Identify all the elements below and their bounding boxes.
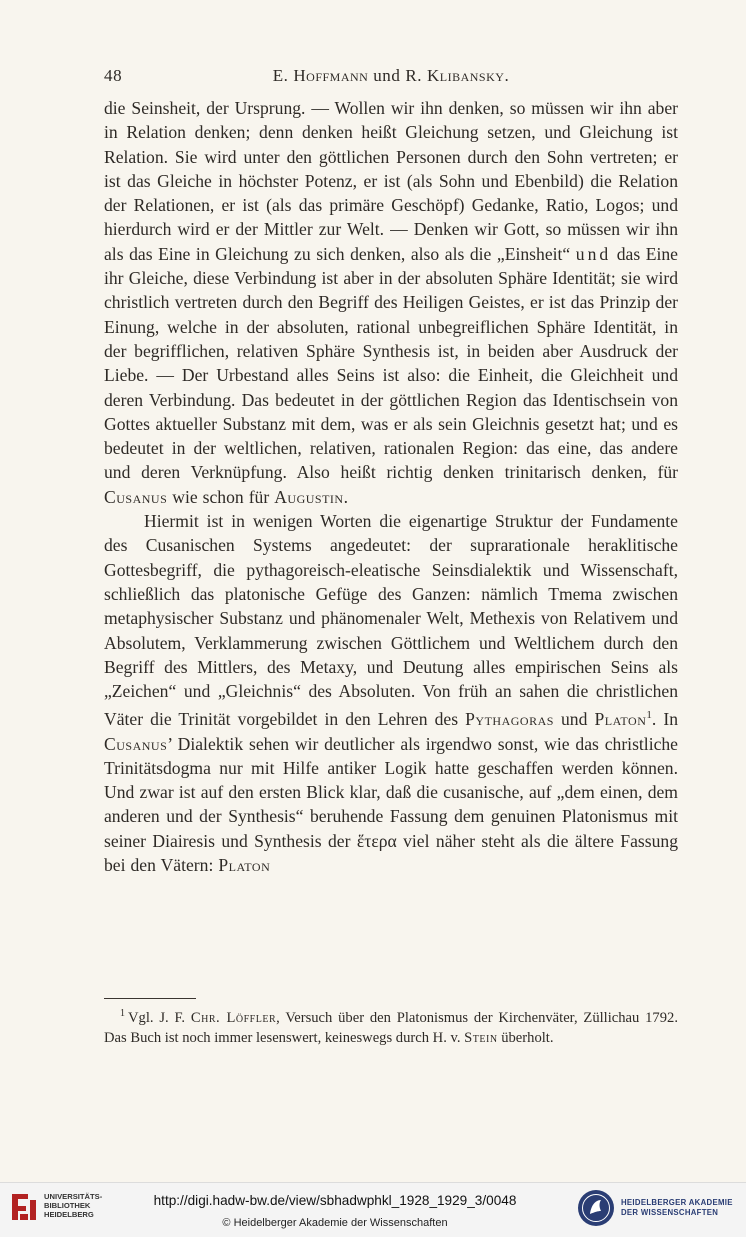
body-text [104, 96, 678, 877]
name-platon: Platon [594, 709, 647, 730]
university-library-logo-icon[interactable] [8, 1190, 40, 1224]
copyright-notice: © Heidelberger Akademie der Wissenschaften [222, 1217, 448, 1229]
page-number: 48 [104, 66, 123, 85]
university-library-name[interactable]: UNIVERSITÄTS- BIBLIOTHEK HEIDELBERG [44, 1192, 103, 1219]
name-cusanus: Cusanus [104, 733, 168, 754]
name-stein: Stein [464, 1029, 498, 1046]
footnote-number: 1 [120, 1008, 125, 1019]
name-platon: Platon [218, 855, 271, 876]
page-header [104, 66, 678, 90]
academy-name[interactable]: HEIDELBERGER AKADEMIE DER WISSENSCHAFTEN [621, 1198, 733, 1217]
running-title: E. Hoffmann und R. Klibansky. [272, 66, 510, 85]
academy-seal-icon[interactable] [577, 1189, 615, 1227]
footnote-reference[interactable]: 1 [646, 709, 652, 722]
footnote: $^1$ Vgl. J. F. Chr. Löffler, Versuch über den Platonismus der Kirchenväter, Züllichau 1792. Das Buch ist noch immer lesenswert, keineswegs durch H. v. Stein überholt. [104, 1008, 678, 1046]
name-pythagoras: Pythagoras [465, 709, 554, 730]
name-augustin: Augustin [274, 486, 344, 507]
permalink-url[interactable]: http://digi.hadw-bw.de/view/sbhadwphkl_1928_1929_3/0048 [153, 1193, 517, 1208]
paragraph-1: die Seinsheit, der Ursprung. — Wollen wir ihn denken, so müssen wir ihn aber in Relation denken; denn denken heißt Gleichung setzen, und Gleichung ist Relation. Sie wird unter den göttlichen Personen durch den Sohn vertreten; er ist das Gleiche in höchster Potenz, er ist (als Sohn und Ebenbild) die Relation der Relationen, er ist (als das primäre Geschöpf) Gedanke, Ratio, Logos; und hierdurch wird er der Mittler zur Welt. — Denken wir Gott, so müssen wir ihn als das Eine in Gleichung zu sich denken, also als die „Einsheit“ und das Eine ihr Gleiche, diese Verbindung ist aber in der absoluten Sphäre Identität; sie wird christlich vertreten durch den Begriff des Heiligen Geistes, er ist das Prinzip der Einung, welche in der absoluten, rational unbegreiflichen Sphäre Identität, in der begrifflichen, relativen Sphäre Synthesis ist, in beiden aber Ausdruck der Liebe. — Der Urbestand alles Seins ist also: die Einheit, die Gleichheit und deren Verbindung. Das bedeutet in der göttlichen Region das Identischsein von Gottes aktueller Substanz mit dem, was er als sein Gleichnis gesetzt hat; und es bedeutet in der weltlichen, relativen, rationalen Region: das eine, das andere und deren Verknüpfung. Also heißt richtig denken trinitarisch denken, für Cusanus wie schon für Augustin. [104, 98, 678, 507]
name-loeffler: Chr. Löffler [190, 1009, 277, 1026]
paragraph-2: Hiermit ist in wenigen Worten die eigenartige Struktur der Fundamente des Cusanischen Systems angedeutet: der suprarationale heraklitische Gottesbegriff, die pythagoreisch-eleatische Seinsdialektik und Wissenschaft, schließlich das platonische Gefüge des Ganzen: nämlich Tmema zwischen metaphysischer Substanz und phänomenaler Welt, Methexis von Relativem und Absolutem, Verklammerung zwischen Göttlichem und Weltlichem durch den Begriff des Mittlers, des Metaxy, und Deutung alles empirischen Seins als „Zeichen“ und „Gleichnis“ des Absoluten. Von früh an sahen die christlichen Väter die Trinität vorgebildet in den Lehren des Pythagoras und Platon$^1$. In Cusanus’ Dialektik sehen wir deutlicher als irgendwo sonst, wie das christliche Trinitätsdogma nur mit Hilfe antiker Logik hatte geschaffen werden können. Und zwar ist auf den ersten Blick klar, daß die cusanische, auf „dem einen, dem anderen und der Synthesis“ beruhende Fassung dem genuinen Platonismus mit seiner Diairesis und Synthesis der ἕτερα viel näher steht als die ältere Fassung bei den Vätern: Platon [104, 511, 679, 876]
emphasis-und: und [575, 243, 612, 264]
footnote-divider [104, 998, 196, 999]
name-cusanus: Cusanus [104, 486, 168, 507]
